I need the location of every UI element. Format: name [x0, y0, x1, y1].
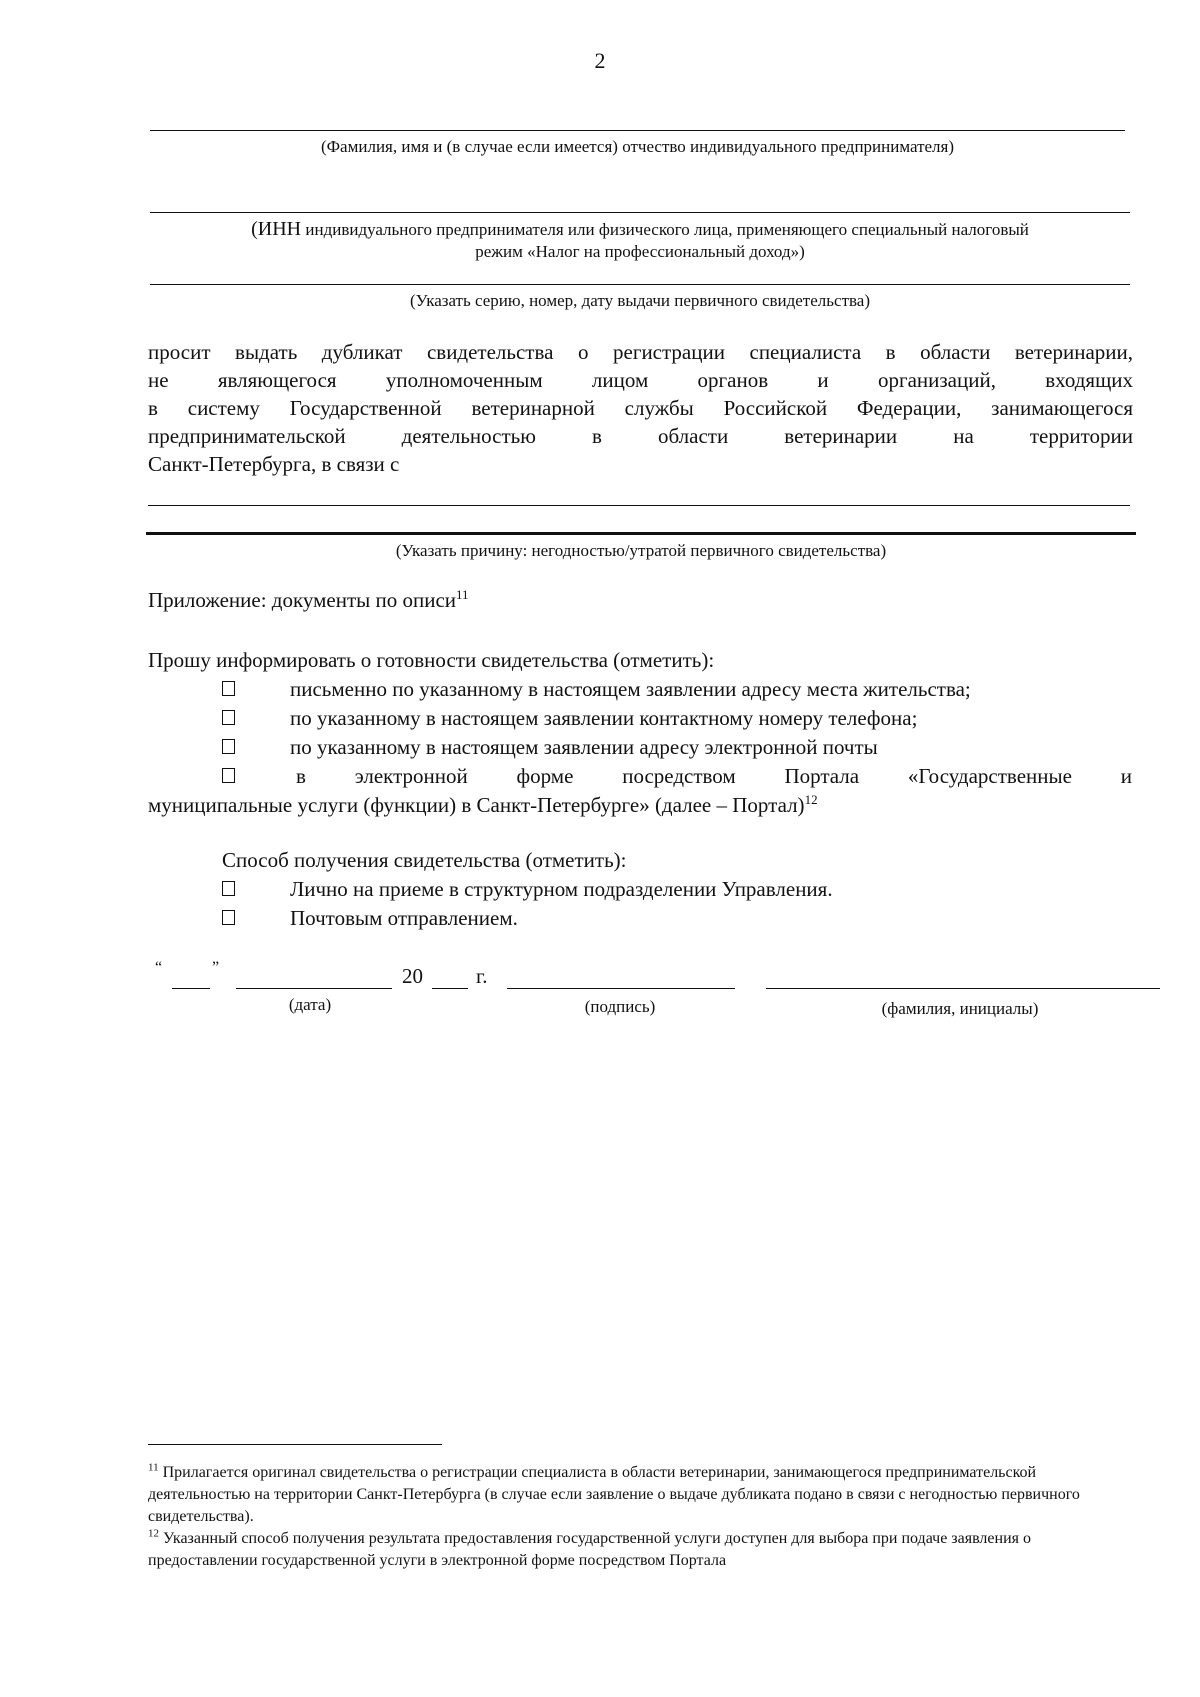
year-suffix: г.: [476, 964, 488, 988]
receive-heading: Способ получения свидетельства (отметить):: [222, 848, 627, 872]
inn-prefix: (ИНН: [251, 218, 302, 240]
receive-checkbox-personal[interactable]: [222, 881, 235, 896]
inform-option-phone: по указанному в настоящем заявлении контактному номеру телефона;: [290, 706, 918, 730]
ip-name-line[interactable]: [150, 130, 1125, 131]
inform-option-portal-line1: в электронной форме посредством Портала «Государственные и: [296, 764, 1132, 788]
name-label: (фамилия, инициалы): [881, 999, 1039, 1018]
attachment-text: Приложение: документы по описи$^{11}$: [148, 587, 469, 612]
footnotes: [148, 1462, 1133, 1572]
footnote-separator: [148, 1444, 442, 1445]
inform-heading: Прошу информировать о готовности свидетельства (отметить):: [148, 648, 715, 672]
signature-field[interactable]: [507, 988, 735, 989]
inform-option-written: письменно по указанному в настоящем заявлении адресу места жительства;: [290, 677, 971, 701]
inform-checkbox-written[interactable]: [222, 681, 235, 696]
footnote-ref-12[interactable]: 12: [804, 792, 818, 807]
year-field[interactable]: [432, 988, 468, 989]
reason-line-1[interactable]: [148, 505, 1130, 506]
inn-caption-line1: индивидуального предпринимателя или физического лица, применяющего специальный налоговый: [305, 220, 1029, 239]
certificate-line[interactable]: [150, 284, 1130, 285]
receive-option-mail: Почтовым отправлением.: [290, 906, 518, 930]
ip-name-caption: (Фамилия, имя и (в случае если имеется) отчество индивидуального предпринимателя): [320, 137, 955, 156]
day-field[interactable]: [172, 988, 210, 989]
date-quote-close: ”: [212, 959, 220, 976]
inform-option-email: по указанному в настоящем заявлении адресу электронной почты: [290, 735, 878, 759]
receive-checkbox-mail[interactable]: [222, 910, 235, 925]
request-line: Санкт-Петербурга, в связи с: [148, 452, 400, 476]
name-field[interactable]: [766, 988, 1160, 989]
request-line: не являющегося уполномоченным лицом органов и организаций, входящих: [148, 368, 1133, 392]
certificate-caption: (Указать серию, номер, дату выдачи первичного свидетельства): [409, 291, 871, 310]
month-field[interactable]: [236, 988, 392, 989]
request-line: в систему Государственной ветеринарной службы Российской Федерации, занимающегося: [148, 396, 1133, 420]
request-line: просит выдать дубликат свидетельства о регистрации специалиста в области ветеринарии,: [148, 340, 1133, 364]
receive-option-personal: Лично на приеме в структурном подразделении Управления.: [290, 877, 833, 901]
year-prefix: 20: [402, 964, 423, 988]
reason-line-2[interactable]: [146, 532, 1136, 535]
request-line: предпринимательской деятельностью в области ветеринарии на территории: [148, 424, 1133, 448]
date-label: (дата): [288, 995, 332, 1014]
footnote-11: $^{11}$ Прилагается оригинал свидетельства о регистрации специалиста в области ветеринарии, занимающегося предпринимательской деятельностью на территории Санкт-Петербурга (в случае если заявление о выдаче дубликата подано в связи с негодностью первичного свидетельства).: [148, 1461, 1080, 1525]
inform-checkbox-email[interactable]: [222, 739, 235, 754]
signature-label: (подпись): [584, 997, 656, 1016]
inn-caption: [150, 218, 1130, 263]
inn-line[interactable]: [150, 212, 1130, 213]
reason-caption: (Указать причину: негодностью/утратой первичного свидетельства): [395, 541, 887, 560]
page-number: 2: [594, 48, 606, 73]
date-quote-open: “: [155, 959, 163, 976]
request-paragraph: [148, 338, 1133, 478]
footnote-12: $^{12}$ Указанный способ получения результата предоставления государственной услуги доступен для выбора при подаче заявления о предоставлении государственной услуги в электронной форме посредством Портала: [148, 1527, 1031, 1569]
footnote-ref-11[interactable]: 11: [456, 587, 469, 602]
inn-caption-line2: режим «Налог на профессиональный доход»): [475, 242, 805, 261]
inform-option-portal-line2: муниципальные услуги (функции) в Санкт-Петербурге» (далее – Портал)$^{12}$: [148, 792, 818, 817]
inform-checkbox-phone[interactable]: [222, 710, 235, 725]
inform-checkbox-portal[interactable]: [222, 768, 235, 783]
